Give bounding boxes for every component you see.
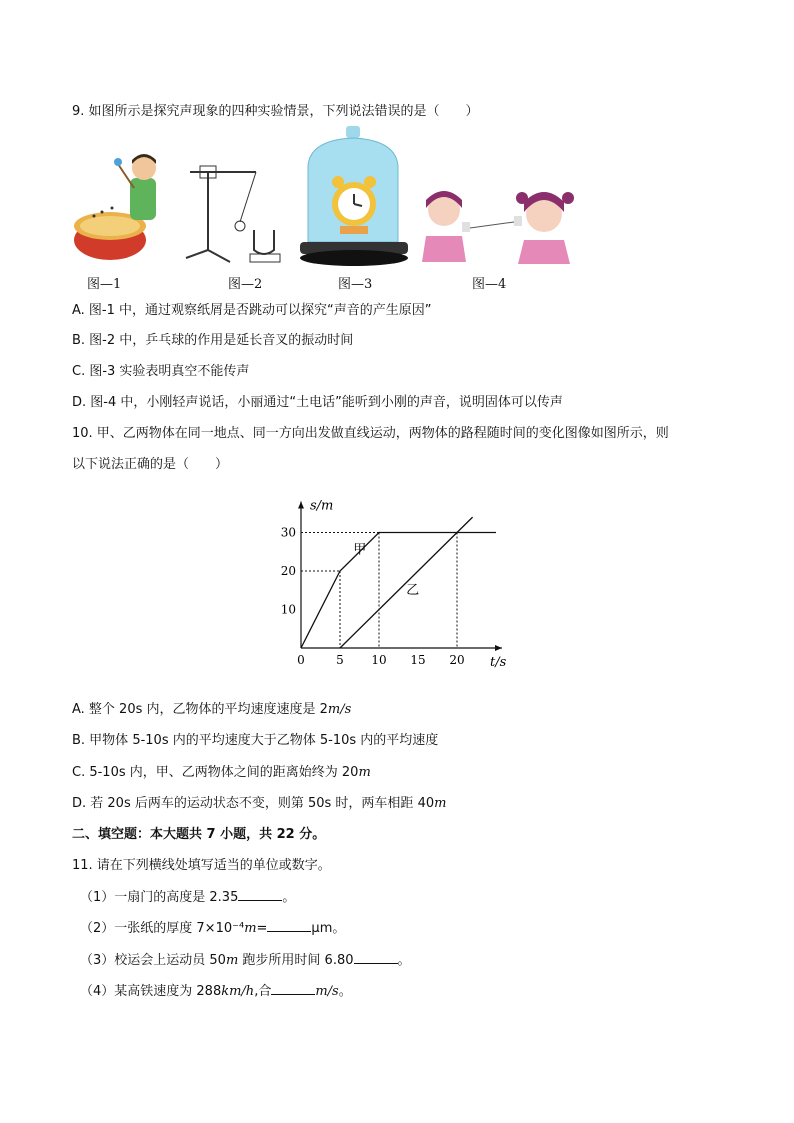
q11-item-4-blank[interactable] <box>271 982 315 995</box>
q11-item-1-text: （1）一扇门的高度是 2.35 <box>80 890 239 905</box>
x-tick-label: 10 <box>371 653 387 667</box>
x-axis-arrow <box>495 645 502 651</box>
figure-3-caption: 图—3 <box>338 277 373 292</box>
q9-option-d: D. 图-4 中，小刚轻声说话，小丽通过“土电话”能听到小刚的声音，说明固体可以传声 <box>72 395 563 410</box>
q10-option-d-unit: m <box>434 796 447 811</box>
q11-item-2-text: （2）一张纸的厚度 7×10⁻⁴ <box>80 921 245 936</box>
q10-option-a <box>72 701 351 719</box>
q11-item-1-blank[interactable] <box>238 888 282 901</box>
section-2-heading: 二、填空题：本大题共 7 小题，共 22 分。 <box>72 827 326 842</box>
q11-item-2-unit: m <box>244 921 257 936</box>
figure-4-caption: 图—4 <box>472 277 507 292</box>
y-tick-label: 20 <box>280 564 296 578</box>
q10-stem-line2: 以下说法正确的是（ ） <box>72 457 229 472</box>
y-tick-label: 10 <box>280 602 296 617</box>
figure-3-bell-jar-illustration <box>296 126 412 272</box>
x-tick-label: 20 <box>449 653 465 667</box>
q11-item-4-end: 。 <box>338 984 352 999</box>
q11-item-2-end: μm。 <box>311 921 346 936</box>
q10-stem-line1: 10. 甲、乙两物体在同一地点、同一方向出发做直线运动，两物体的路程随时间的变化图像如图所示，则 <box>72 426 669 441</box>
figure-4-string-telephone-illustration <box>418 186 582 266</box>
q11-item-3-text: （3）校运会上运动员 50 <box>80 953 226 968</box>
q11-item-4 <box>80 982 352 1001</box>
y-tick-label: 30 <box>280 525 296 540</box>
q11-item-1-end: 。 <box>282 890 296 905</box>
q11-item-2-eq: = <box>256 921 268 936</box>
figure-2-caption: 图—2 <box>228 277 263 292</box>
q10-option-c-text: C. 5-10s 内，甲、乙两物体之间的距离始终为 20 <box>72 765 359 780</box>
figure-1-caption: 图—1 <box>87 277 122 292</box>
x-tick-label: 5 <box>336 653 344 667</box>
q11-item-3-end: 。 <box>397 953 411 968</box>
q10-option-d <box>72 795 446 813</box>
q10-option-c <box>72 764 371 782</box>
q10-distance-time-chart <box>270 474 520 674</box>
q10-option-d-text: D. 若 20s 后两车的运动状态不变，则第 50s 时，两车相距 40 <box>72 796 435 811</box>
q11-item-4-unit1: km/h <box>221 984 255 999</box>
y-axis-label: s/m <box>310 498 334 514</box>
q11-item-2 <box>80 919 345 938</box>
q11-stem: 11. 请在下列横线处填写适当的单位或数字。 <box>72 858 331 873</box>
q11-item-3-unit: m <box>225 953 239 968</box>
q11-item-1 <box>80 888 295 907</box>
q9-stem: 9. 如图所示是探究声现象的四种实验情景，下列说法错误的是（ ） <box>72 104 479 119</box>
series-label-jia: 甲 <box>353 542 367 558</box>
x-axis-label: t/s <box>490 655 507 670</box>
q11-item-4-unit2: m/s <box>315 984 339 999</box>
q9-option-b: B. 图-2 中，乒乓球的作用是延长音叉的振动时间 <box>72 333 354 348</box>
q9-option-a: A. 图-1 中，通过观察纸屑是否跳动可以探究“声音的产生原因” <box>72 303 432 318</box>
x-tick-label: 0 <box>297 653 305 667</box>
q11-item-4-text: （4）某高铁速度为 288 <box>80 984 222 999</box>
x-tick-label: 15 <box>410 653 426 667</box>
q10-option-b <box>72 732 438 750</box>
q9-option-c: C. 图-3 实验表明真空不能传声 <box>72 364 250 379</box>
q11-item-3-mid: 跑步所用时间 6.80 <box>238 953 354 968</box>
y-axis-arrow <box>298 502 304 509</box>
q11-item-3-blank[interactable] <box>354 951 398 964</box>
q10-option-a-unit: m/s <box>327 702 352 717</box>
q10-option-b-text: B. 甲物体 5-10s 内的平均速度大于乙物体 5-10s 内的平均速度 <box>72 733 439 748</box>
q11-item-4-mid: ,合 <box>254 984 272 999</box>
q11-item-2-blank[interactable] <box>267 919 311 932</box>
q10-option-a-text: A. 整个 20s 内，乙物体的平均速度速度是 2 <box>72 702 328 717</box>
figure-1-drum-illustration <box>72 150 172 270</box>
q10-option-c-unit: m <box>358 765 371 780</box>
figure-2-tuning-fork-illustration <box>176 158 286 270</box>
q11-item-3 <box>80 951 411 970</box>
series-label-yi: 乙 <box>406 583 420 599</box>
